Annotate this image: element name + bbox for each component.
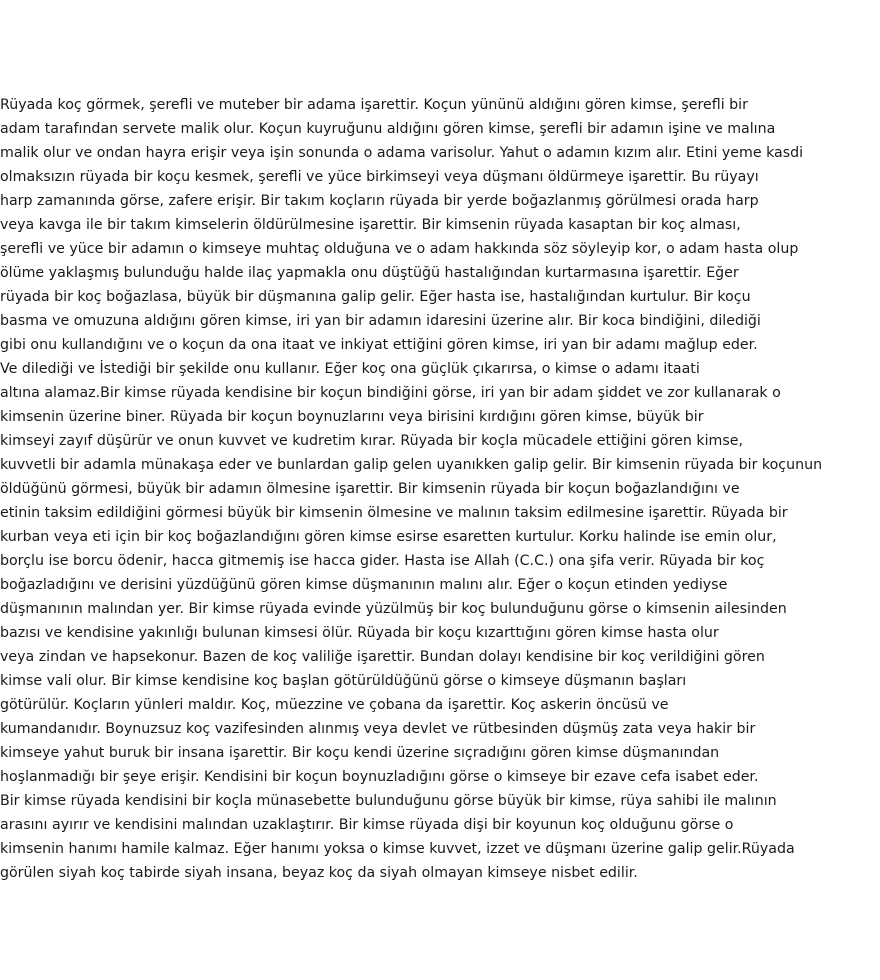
text-line: harp zamanında görse, zafere erişir. Bir takım koçların rüyada bir yerde boğazlanmış görülmesi orada harp bbox=[0, 193, 759, 209]
text-line: rüyada bir koç boğazlasa, büyük bir düşmanına galip gelir. Eğer hasta ise, hastalığından kurtulur. Bir koçu bbox=[0, 289, 751, 305]
text-line: öldüğünü görmesi, büyük bir adamın ölmesine işarettir. Bir kimsenin rüyada bir koçun boğazlandığını ve bbox=[0, 481, 740, 497]
text-line: kimseyi zayıf düşürür ve onun kuvvet ve kudretim kırar. Rüyada bir koçla mücadele ettiğini gören kimse, bbox=[0, 433, 743, 449]
text-line: ölüme yaklaşmış bulunduğu halde ilaç yapmakla onu düştüğü hastalığından kurtarmasına işarettir. Eğer bbox=[0, 265, 739, 281]
text-line: hoşlanmadığı bir şeye erişir. Kendisini bir koçun boynuzladığını görse o kimseye bir ezave cefa isabet eder. bbox=[0, 769, 759, 785]
text-line: Ve dilediği ve İstediği bir şekilde onu kullanır. Eğer koç ona güçlük çıkarırsa, o kimse o adamı itaati bbox=[0, 361, 700, 377]
text-line: gibi onu kullandığını ve o koçun da ona itaat ve inkiyat ettiğini gören kimse, iri yan bir adamı mağlup eder. bbox=[0, 337, 758, 353]
text-line: altına alamaz.Bir kimse rüyada kendisine bir koçun bindiğini görse, iri yan bir adam şiddet ve zor kullanarak o bbox=[0, 385, 781, 401]
text-line: kimsenin üzerine biner. Rüyada bir koçun boynuzlarını veya birisini kırdığını gören kimse, büyük bir bbox=[0, 409, 704, 425]
text-line: görülen siyah koç tabirde siyah insana, beyaz koç da siyah olmayan kimseye nisbet edilir. bbox=[0, 865, 638, 881]
text-line: düşmanının malından yer. Bir kimse rüyada evinde yüzülmüş bir koç bulunduğunu görse o kimsenin ailesinden bbox=[0, 601, 787, 617]
text-line: boğazladığını ve derisini yüzdüğünü gören kimse düşmanının malını alır. Eğer o koçun etinden yediyse bbox=[0, 577, 728, 593]
text-line: kimse vali olur. Bir kimse kendisine koç başlan götürüldüğünü görse o kimseye düşmanın başları bbox=[0, 673, 687, 689]
text-line: Bir kimse rüyada kendisini bir koçla münasebette bulunduğunu görse büyük bir kimse, rüya sahibi ile malının bbox=[0, 793, 777, 809]
text-line: Rüyada koç görmek, şerefli ve muteber bir adama işarettir. Koçun yününü aldığını gören kimse, şerefli bir bbox=[0, 97, 748, 113]
text-line: bazısı ve kendisine yakınlığı bulunan kimsesi ölür. Rüyada bir koçu kızarttığını gören kimse hasta olur bbox=[0, 625, 719, 641]
text-line: borçlu ise borcu ödenir, hacca gitmemiş ise hacca gider. Hasta ise Allah (C.C.) ona şifa verir. Rüyada bir koç bbox=[0, 553, 765, 569]
text-line: şerefli ve yüce bir adamın o kimseye muhtaç olduğuna ve o adam hakkında söz söyleyip kor, o adam hasta olup bbox=[0, 241, 799, 257]
text-line: kuvvetli bir adamla münakaşa eder ve bunlardan galip gelen uyanıkken galip gelir. Bir kimsenin rüyada bir koçunun bbox=[0, 457, 823, 473]
text-line: kimseye yahut buruk bir insana işarettir. Bir koçu kendi üzerine sıçradığını gören kimse düşmanından bbox=[0, 745, 720, 761]
text-line: kumandanıdır. Boynuzsuz koç vazifesinden alınmış veya devlet ve rütbesinden düşmüş zata veya hakir bir bbox=[0, 721, 756, 737]
text-line: olmaksızın rüyada bir koçu kesmek, şerefli ve yüce birkimseyi veya düşmanı öldürmeye işarettir. Bu rüyayı bbox=[0, 169, 759, 185]
text-line: kimsenin hanımı hamile kalmaz. Eğer hanımı yoksa o kimse kuvvet, izzet ve düşmanı üzerine galip gelir.Rüyada bbox=[0, 841, 795, 857]
article-text bbox=[0, 93, 870, 885]
text-line: kurban veya eti için bir koç boğazlandığını gören kimse esirse esaretten kurtulur. Korku halinde ise emin olur, bbox=[0, 529, 777, 545]
text-line: veya kavga ile bir takım kimselerin öldürülmesine işarettir. Bir kimsenin rüyada kasaptan bir koç alması, bbox=[0, 217, 741, 233]
text-line: adam tarafından servete malik olur. Koçun kuyruğunu aldığını gören kimse, şerefli bir adamın işine ve malına bbox=[0, 121, 776, 137]
text-line: etinin taksim edildiğini görmesi büyük bir kimsenin ölmesine ve malının taksim edilmesine işarettir. Rüyada bir bbox=[0, 505, 788, 521]
text-line: veya zindan ve hapsekonur. Bazen de koç valiliğe işarettir. Bundan dolayı kendisine bir koç verildiğini gören bbox=[0, 649, 765, 665]
text-line: basma ve omuzuna aldığını gören kimse, iri yan bir adamın idaresini üzerine alır. Bir koca bindiğini, dilediği bbox=[0, 313, 761, 329]
text-line: malik olur ve ondan hayra erişir veya işin sonunda o adama varisolur. Yahut o adamın kızım alır. Etini yeme kasdi bbox=[0, 145, 804, 161]
text-line: arasını ayırır ve kendisini malından uzaklaştırır. Bir kimse rüyada dişi bir koyunun koç olduğunu görse o bbox=[0, 817, 734, 833]
text-line: götürülür. Koçların yünleri maldır. Koç, müezzine ve çobana da işarettir. Koç askerin öncüsü ve bbox=[0, 697, 669, 713]
